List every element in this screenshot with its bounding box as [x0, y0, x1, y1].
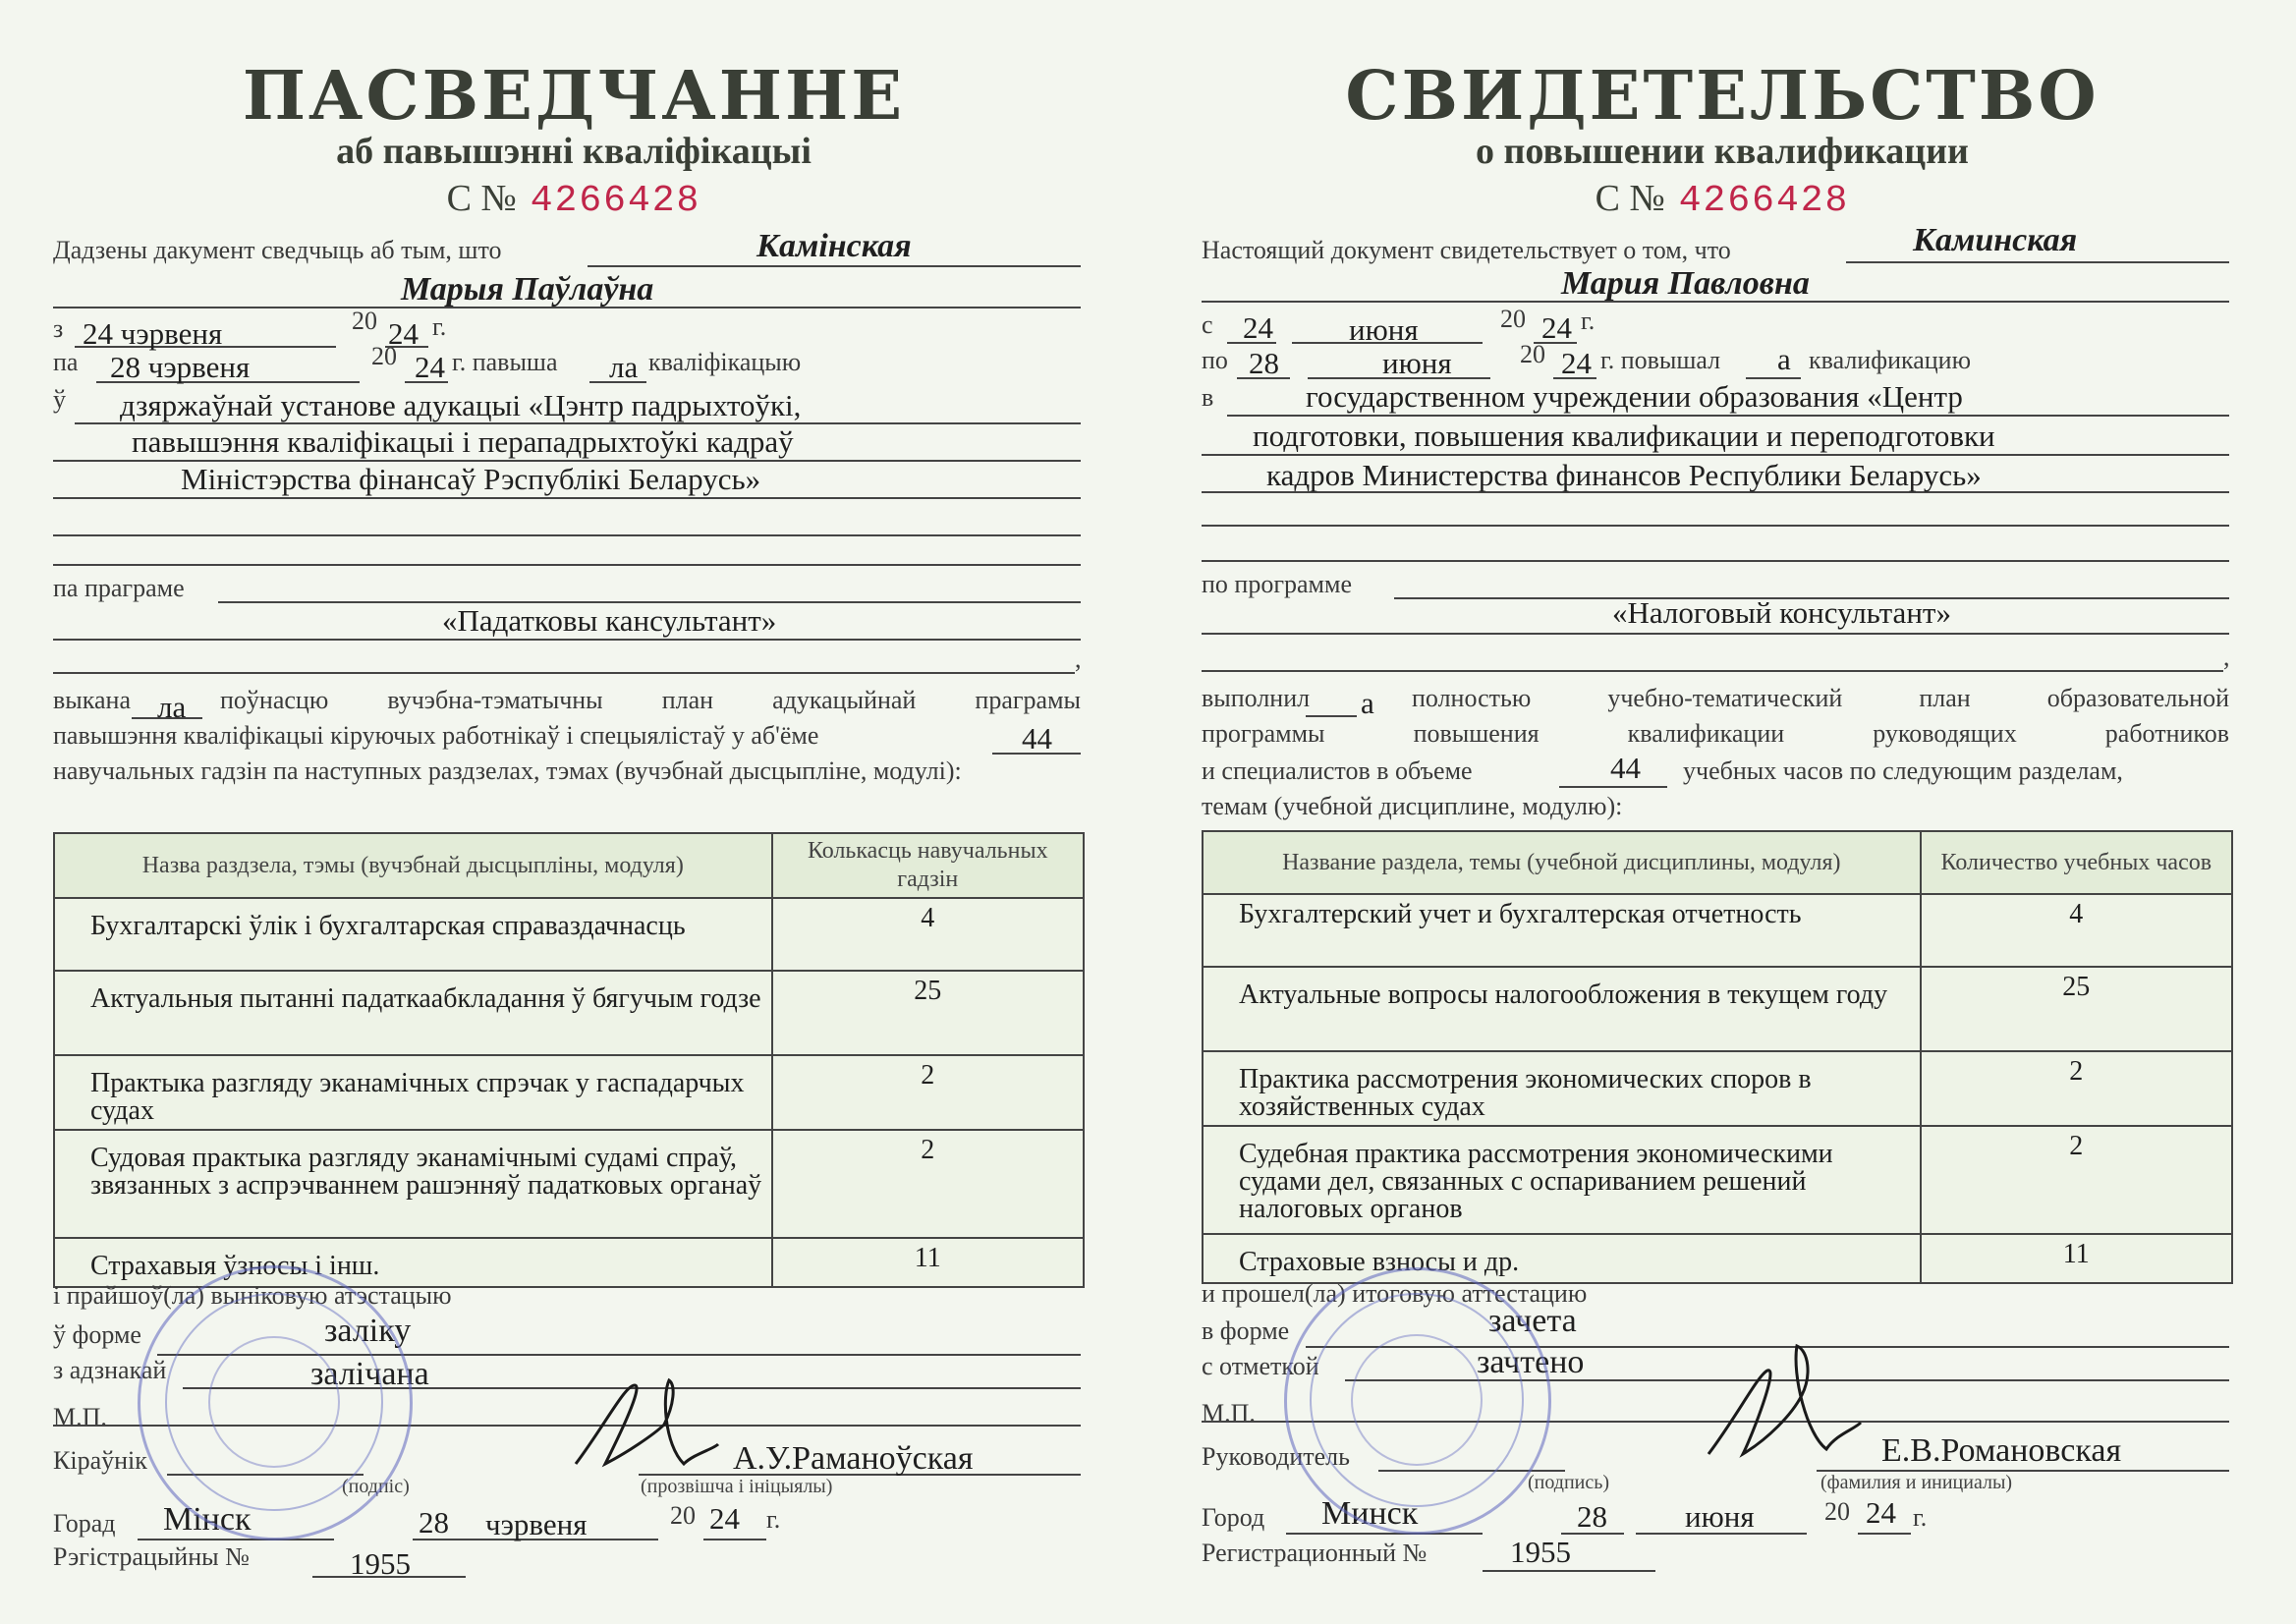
- to-prefix: по: [1202, 346, 1228, 374]
- city-value: Минск: [1321, 1495, 1419, 1532]
- signature-caption: (подпіс): [342, 1476, 410, 1497]
- table-row: [1203, 1234, 2232, 1283]
- mark-value: зачтено: [1477, 1344, 1585, 1380]
- year-prefix-2: 20: [1520, 340, 1545, 368]
- mark-label: з адзнакай: [53, 1356, 167, 1384]
- city-label: Город: [1202, 1503, 1265, 1532]
- reg-number: 1955: [1510, 1535, 1571, 1569]
- module-hours: 11: [772, 1238, 1084, 1287]
- table-row: [54, 1238, 1084, 1287]
- year-prefix-2: 20: [371, 342, 397, 370]
- completed-text-4b: учебных часов по следующим разделам,: [1683, 756, 2123, 785]
- serial-number: 4266428: [1678, 180, 1850, 222]
- module-hours: 2: [772, 1055, 1084, 1130]
- completed-text-3: программы повышения квалификации руководящих работников: [1202, 719, 2229, 748]
- series-prefix: С №: [1595, 178, 1665, 219]
- program-comma: ,: [1075, 644, 1082, 673]
- stamp-place-label: М.П.: [1202, 1399, 1256, 1428]
- from-date: 24 чэрвеня: [83, 316, 223, 351]
- table-head-name: Назва раздзела, тэмы (вучэбнай дысцыпліны, модуля): [54, 833, 772, 898]
- hours-total: 44: [1022, 721, 1052, 756]
- handwritten-signature: [566, 1366, 723, 1484]
- issue-year: 24: [1866, 1495, 1896, 1530]
- institution-line-3: кадров Министерства финансов Республики Беларусь»: [1266, 458, 1982, 492]
- reg-label: Регистрационный №: [1202, 1539, 1428, 1567]
- issue-month: июня: [1685, 1499, 1755, 1534]
- gender-suffix: ла: [609, 350, 639, 384]
- from-month: июня: [1349, 312, 1419, 347]
- hours-total: 44: [1610, 751, 1641, 785]
- institution-line-3: Міністэрства фінансаў Рэспублікі Беларусь»: [181, 462, 761, 496]
- certificate-subtitle: аб павышэнні кваліфікацыі: [336, 131, 812, 172]
- table-head-name: Название раздела, темы (учебной дисциплины, модуля): [1203, 831, 1921, 894]
- program-label: па праграме: [53, 574, 185, 602]
- module-hours: 25: [1921, 967, 2232, 1051]
- handwritten-signature: [1699, 1336, 1866, 1474]
- year-suffix: г.: [432, 312, 447, 341]
- module-name: Страхавыя ўзносы і інш.: [54, 1238, 772, 1287]
- raised-label: г. повышал: [1600, 346, 1721, 374]
- attest-label: і прайшоў(ла) выніковую атэстацыю: [53, 1281, 452, 1310]
- issue-day: 28: [419, 1505, 449, 1540]
- head-name: А.У.Раманоўская: [733, 1440, 974, 1477]
- to-date: 28 чэрвеня: [110, 350, 251, 384]
- city-label: Горад: [53, 1509, 116, 1538]
- issue-year-suffix: г.: [1913, 1503, 1928, 1532]
- name-caption: (прозвішча і ініцыялы): [641, 1476, 833, 1497]
- table-row: [1203, 1126, 2232, 1234]
- completed-text-4: навучальных гадзін па наступных раздзелах, тэмах (вучэбнай дысцыпліне, модулі):: [53, 756, 962, 785]
- series-prefix: С №: [446, 178, 517, 219]
- completed-text-4a: и специалистов в объеме: [1202, 756, 1473, 785]
- completed-suffix: а: [1361, 686, 1374, 720]
- issue-day: 28: [1577, 1499, 1607, 1534]
- issue-year: 24: [709, 1501, 740, 1536]
- issue-year-suffix: г.: [766, 1505, 781, 1534]
- right-page-russian: [1148, 0, 2296, 1624]
- reg-label: Рэгістрацыйны №: [53, 1542, 250, 1571]
- completed-suffix: ла: [157, 690, 187, 724]
- head-label: Кіраўнік: [53, 1446, 147, 1475]
- in-prefix: ў: [53, 385, 66, 414]
- module-name: Актуальныя пытанні падаткаабкладання ў бягучым годзе: [54, 971, 772, 1055]
- module-name: Практика рассмотрения экономических споров в хозяйственных судах: [1203, 1051, 1921, 1126]
- completed-text-5: темам (учебной дисциплине, модулю):: [1202, 792, 1623, 820]
- completed-text-1: выкана: [53, 686, 131, 714]
- module-hours: 4: [1921, 894, 2232, 967]
- module-name: Страховые взносы и др.: [1203, 1234, 1921, 1283]
- module-name: Бухгалтарскі ўлік і бухгалтарская справаздачнасць: [54, 898, 772, 971]
- to-year: 24: [415, 350, 445, 384]
- issue-year-prefix: 20: [1824, 1497, 1850, 1526]
- year-suffix: г.: [1581, 307, 1596, 335]
- institution-line-1: государственном учреждении образования «Центр: [1306, 379, 1963, 414]
- in-prefix: в: [1202, 383, 1214, 412]
- name-caption: (фамилия и инициалы): [1820, 1472, 2013, 1493]
- module-name: Судебная практика рассмотрения экономическими судами дел, связанных с оспариванием решений налоговых органов: [1203, 1126, 1921, 1234]
- mark-label: с отметкой: [1202, 1352, 1319, 1380]
- qual-label: кваліфікацыю: [648, 348, 802, 376]
- table-row: [1203, 967, 2232, 1051]
- completed-text-3: павышэння кваліфікацыі кіруючых работнікаў і спецыялістаў у аб'ёме: [53, 721, 819, 750]
- module-hours: 2: [1921, 1126, 2232, 1234]
- table-head-hours: Количество учебных часов: [1921, 831, 2232, 894]
- from-day: 24: [1243, 310, 1273, 345]
- certificate-subtitle: о повышении квалификации: [1476, 131, 1969, 172]
- program-name: «Налоговый консультант»: [1612, 595, 1951, 630]
- table-row: [54, 971, 1084, 1055]
- head-name: Е.В.Романовская: [1881, 1432, 2122, 1469]
- certificate-title: ПАСВЕДЧАННЕ: [242, 57, 906, 136]
- module-hours: 25: [772, 971, 1084, 1055]
- form-label: ў форме: [53, 1320, 141, 1349]
- form-label: в форме: [1202, 1316, 1290, 1345]
- issued-label: Настоящий документ свидетельствует о том, что: [1202, 236, 1731, 264]
- module-name: Судовая практыка разгляду эканамічнымі судамі спраў, звязанных з аспрэчваннем рашэнняў падатковых органаў: [54, 1130, 772, 1238]
- seal-emblem: [1351, 1334, 1483, 1466]
- modules-table: [53, 832, 1085, 1288]
- to-prefix: па: [53, 348, 79, 376]
- institution-line-2: павышэння кваліфікацыі і перападрыхтоўкі кадраў: [132, 424, 794, 459]
- certificate-title: СВИДЕТЕЛЬСТВО: [1345, 57, 2100, 136]
- table-row: [1203, 894, 2232, 967]
- institution-line-1: дзяржаўнай установе адукацыі «Цэнтр падрыхтоўкі,: [120, 388, 802, 422]
- from-prefix: с: [1202, 310, 1213, 339]
- certificate-number: [0, 177, 1148, 222]
- to-day: 28: [1249, 346, 1279, 380]
- head-label: Руководитель: [1202, 1442, 1350, 1471]
- from-prefix: з: [53, 314, 64, 343]
- completed-text-2: поўнасцю вучэбна-тэматычны план адукацыйнай праграмы: [220, 686, 1081, 714]
- module-name: Бухгалтерский учет и бухгалтерская отчетность: [1203, 894, 1921, 967]
- module-hours: 4: [772, 898, 1084, 971]
- table-row: [54, 1130, 1084, 1238]
- mark-value: залічана: [310, 1356, 429, 1392]
- program-label: по программе: [1202, 570, 1352, 598]
- certificate-number: [1148, 177, 2296, 222]
- signature-caption: (подпись): [1528, 1472, 1610, 1493]
- program-name: «Падатковы кансультант»: [442, 603, 777, 638]
- holder-surname: Каминская: [1913, 222, 2078, 258]
- year-prefix: 20: [1500, 305, 1526, 333]
- issue-month: чэрвеня: [485, 1507, 588, 1541]
- module-hours: 2: [772, 1130, 1084, 1238]
- to-year: 24: [1561, 346, 1592, 380]
- issue-year-prefix: 20: [670, 1501, 696, 1530]
- module-hours: 11: [1921, 1234, 2232, 1283]
- reg-number: 1955: [350, 1546, 411, 1581]
- modules-table: [1202, 830, 2233, 1284]
- qual-label: квалификацию: [1809, 346, 1972, 374]
- from-year: 24: [388, 316, 419, 351]
- module-name: Актуальные вопросы налогообложения в текущем году: [1203, 967, 1921, 1051]
- seal-emblem: [208, 1336, 340, 1468]
- table-row: [54, 1055, 1084, 1130]
- gender-suffix: а: [1777, 342, 1791, 376]
- holder-name: Мария Павловна: [1561, 265, 1810, 302]
- city-value: Мінск: [163, 1501, 252, 1538]
- module-name: Практыка разгляду эканамічных спрэчак у гаспадарчых судах: [54, 1055, 772, 1130]
- stamp-place-label: М.П.: [53, 1403, 107, 1431]
- table-row: [54, 898, 1084, 971]
- institution-line-2: подготовки, повышения квалификации и переподготовки: [1253, 419, 1995, 453]
- raised-label: г. павыша: [452, 348, 558, 376]
- serial-number: 4266428: [530, 180, 701, 222]
- table-row: [1203, 1051, 2232, 1126]
- completed-text-1: выполнил: [1202, 684, 1311, 712]
- to-month: июня: [1382, 346, 1452, 380]
- attest-label: и прошел(ла) итоговую аттестацию: [1202, 1279, 1588, 1308]
- table-head-hours: Колькасць навучальных гадзін: [772, 833, 1084, 898]
- completed-text-2: полностью учебно-тематический план образовательной: [1412, 684, 2229, 712]
- program-comma: ,: [2223, 643, 2230, 671]
- holder-name: Марыя Паўлаўна: [401, 271, 654, 308]
- module-hours: 2: [1921, 1051, 2232, 1126]
- year-prefix: 20: [352, 307, 377, 335]
- from-year: 24: [1541, 310, 1572, 345]
- form-value: заліку: [324, 1313, 412, 1349]
- holder-surname: Камінская: [756, 228, 912, 264]
- issued-label: Дадзены дакумент сведчыць аб тым, што: [53, 236, 502, 264]
- form-value: зачета: [1488, 1303, 1577, 1339]
